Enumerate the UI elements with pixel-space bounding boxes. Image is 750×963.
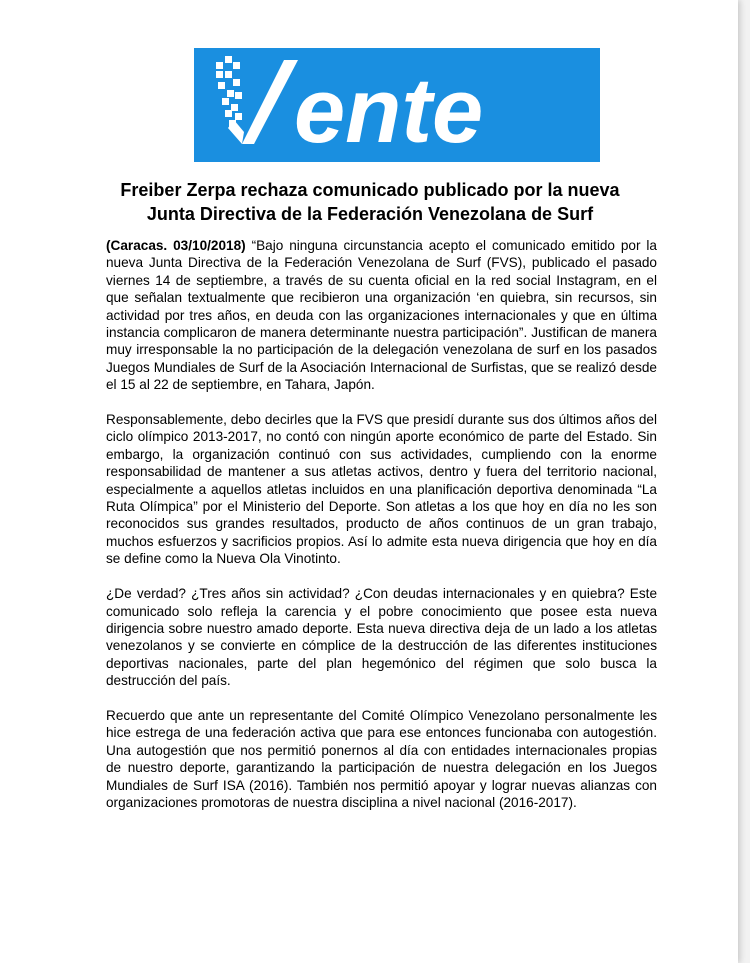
title-line-1: Freiber Zerpa rechaza comunicado publicado por la nueva xyxy=(120,180,620,200)
paragraph-3: ¿De verdad? ¿Tres años sin actividad? ¿Con deudas internacionales y en quiebra? Este comunicado solo refleja la carencia y el pobre conocimiento que posee esta nueva dirigencia sobre nuestro amado deporte. Esta nueva directiva deja de un lado a los atletas venezolanos y se convierte en cómplice de la destrucción de las diferentes instituciones deportivas nacionales, parte del plan hegemónico del régimen que solo busca la destrucción del país. xyxy=(106,586,657,689)
vente-logo xyxy=(194,48,600,162)
paragraph-4: Recuerdo que ante un representante del Comité Olímpico Venezolano personalmente les hice estrega de una federación activa que para ese entonces funcionaba con autogestión. Una autogestión que nos permitió ponernos al día con entidades internacionales propias de nuestro deporte, garantizando la participación de nuestra delegación en los Juegos Mundiales de Surf ISA (2016). También nos permitió apoyar y lograr nuevas alianzas con organizaciones promotoras de nuestra disciplina a nivel nacional (2016-2017). xyxy=(106,707,657,810)
paragraph-1-text: “Bajo ninguna circunstancia acepto el comunicado emitido por la nueva Junta Directiva de la Federación Venezolana de Surf (FVS), publicado el pasado viernes 14 de septiembre, a través de su cuenta oficial en la red social Instagram, en el que señalan textualmente que recibieron una organización ‘en quiebra, sin recursos, sin actividad por tres años, en deuda con las organizaciones internacionales y que en última instancia complicaron de manera determinante nuestra participación”. Justifican de manera muy irresponsable la no participación de la delegación venezolana de surf en los pasados Juegos Mundiales de Surf de la Asociación Internacional de Surfistas, que se realizó desde el 15 al 22 de septiembre, en Tahara, Japón. xyxy=(106,238,657,393)
title-line-2: Junta Directiva de la Federación Venezolana de Surf xyxy=(146,204,594,224)
page-title xyxy=(100,178,640,226)
logo-text: ente xyxy=(294,60,484,162)
paragraph-1 xyxy=(106,237,657,394)
logo-pixel-squares xyxy=(216,56,242,127)
logo-v-stroke xyxy=(242,60,298,144)
article-body xyxy=(106,237,657,829)
vente-logo-graphic xyxy=(194,48,600,162)
paragraph-2: Responsablemente, debo decirles que la FVS que presidí durante sus dos últimos años del ciclo olímpico 2013-2017, no contó con ningún aporte económico de parte del Estado. Sin embargo, la organización continuó con sus actividades, cumpliendo con la enorme responsabilidad de mantener a sus atletas activos, dentro y fuera del territorio nacional, especialmente a aquellos atletas incluidos en una planificación deportiva denominada “La Ruta Olímpica” por el Ministerio del Deporte. Son atletas a los que hoy en día no les son reconocidos sus grandes resultados, producto de años continuos de un gran trabajo, muchos esfuerzos y sacrificios propios. Así lo admite esta nueva dirigencia que hoy en día se define como la Nueva Ola Vinotinto. xyxy=(106,412,657,567)
dateline: (Caracas. 03/10/2018) xyxy=(106,238,246,253)
